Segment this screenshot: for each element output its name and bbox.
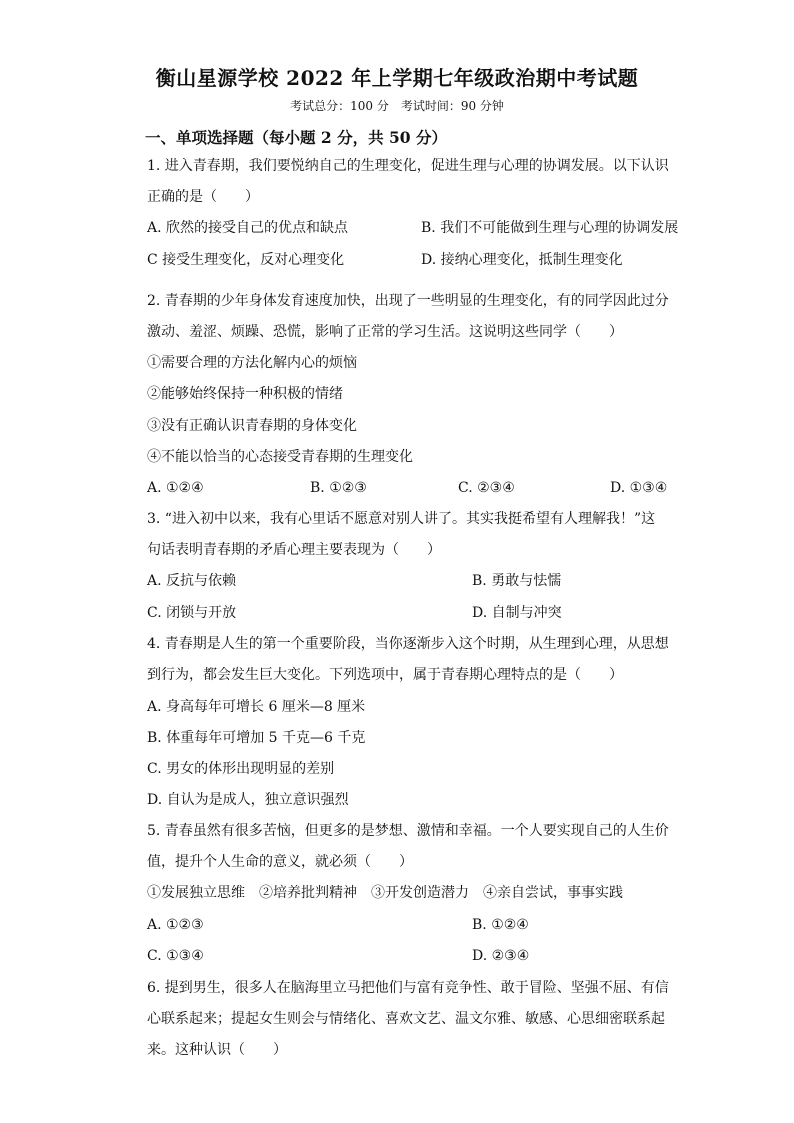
question-3-option-d: D. 自制与冲突: [472, 605, 562, 621]
question-4-line-2: 到行为，都会发生巨大变化。下列选项中，属于青春期心理特点的是（ ）: [147, 667, 623, 683]
question-2-statement-4: ④不能以恰当的心态接受青春期的生理变化: [147, 449, 413, 465]
question-2-option-c: C. ②③④: [458, 480, 515, 496]
question-1-line-1: 1. 进入青春期，我们要悦纳自己的生理变化，促进生理与心理的协调发展。以下认识: [147, 158, 669, 174]
question-4-option-d: D. 自认为是成人，独立意识强烈: [147, 792, 349, 808]
question-2-line-2: 激动、羞涩、烦躁、恐慌，影响了正常的学习生活。这说明这些同学（ ）: [147, 324, 623, 340]
question-5-option-a: A. ①②③: [147, 917, 204, 933]
question-5-statements: ①发展独立思维 ②培养批判精神 ③开发创造潜力 ④亲自尝试，事事实践: [147, 885, 623, 901]
question-3-line-2: 句话表明青春期的矛盾心理主要表现为（ ）: [147, 542, 441, 558]
question-1-line-2: 正确的是（ ）: [147, 189, 259, 205]
question-5-line-2: 值，提升个人生命的意义，就必须（ ）: [147, 854, 413, 870]
exam-title: 衡山星源学校 2022 年上学期七年级政治期中考试题: [155, 66, 639, 90]
question-2-statement-2: ②能够始终保持一种积极的情绪: [147, 386, 343, 402]
question-4-option-a: A. 身高每年可增长 6 厘米—8 厘米: [147, 699, 366, 715]
question-2-statement-3: ③没有正确认识青春期的身体变化: [147, 418, 357, 434]
question-4-line-1: 4. 青春期是人生的第一个重要阶段，当你逐渐步入这个时期，从生理到心理，从思想: [147, 636, 669, 652]
question-3-option-b: B. 勇敢与怯懦: [472, 573, 562, 589]
question-2-option-a: A. ①②④: [147, 480, 204, 496]
question-5-option-c: C. ①③④: [147, 948, 204, 964]
question-4-option-c: C. 男女的体形出现明显的差别: [147, 761, 335, 777]
question-6-line-2: 心联系起来；提起女生则会与情绪化、喜欢文艺、温文尔雅、敏感、心思细密联系起: [147, 1011, 665, 1027]
question-1-option-c: C 接受生理变化，反对心理变化: [147, 252, 345, 268]
question-3-line-1: 3. “进入初中以来，我有心里话不愿意对别人讲了。其实我挺希望有人理解我！”这: [147, 511, 656, 527]
question-6-line-3: 来。这种认识（ ）: [147, 1042, 287, 1058]
question-5-line-1: 5. 青春虽然有很多苦恼，但更多的是梦想、激情和幸福。一个人要实现自己的人生价: [147, 823, 669, 839]
section-heading: 一、单项选择题（每小题 2 分，共 50 分）: [145, 128, 447, 147]
question-3-option-c: C. 闭锁与开放: [147, 605, 237, 621]
question-2-option-b: B. ①②③: [310, 480, 367, 496]
question-1-option-d: D. 接纳心理变化，抵制生理变化: [421, 252, 623, 268]
question-2-option-d: D. ①③④: [610, 480, 668, 496]
question-4-option-b: B. 体重每年可增加 5 千克—6 千克: [147, 730, 366, 746]
question-1-option-b: B. 我们不可能做到生理与心理的协调发展: [421, 220, 679, 236]
question-1-option-a: A. 欣然的接受自己的优点和缺点: [147, 220, 349, 236]
exam-subtitle: 考试总分：100 分 考试时间：90 分钟: [290, 99, 504, 113]
question-6-line-1: 6. 提到男生，很多人在脑海里立马把他们与富有竞争性、敢于冒险、坚强不屈、有信: [147, 980, 669, 996]
question-3-option-a: A. 反抗与依赖: [147, 573, 237, 589]
question-2-line-1: 2. 青春期的少年身体发育速度加快，出现了一些明显的生理变化，有的同学因此过分: [147, 293, 669, 309]
question-5-option-b: B. ①②④: [472, 917, 529, 933]
question-5-option-d: D. ②③④: [472, 948, 530, 964]
question-2-statement-1: ①需要合理的方法化解内心的烦恼: [147, 355, 357, 371]
